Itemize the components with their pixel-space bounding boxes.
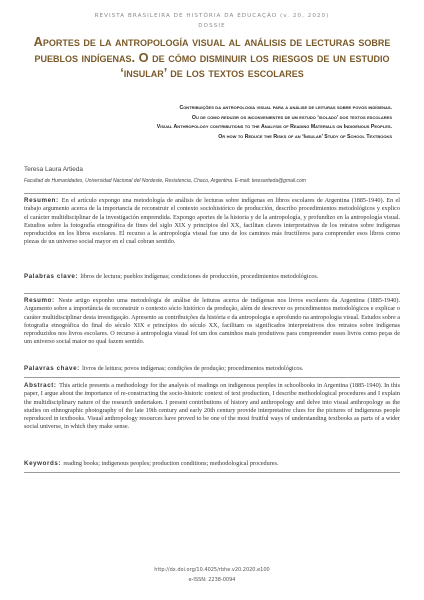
journal-header: REVISTA BRASILEIRA DE HISTÓRIA DA EDUCAÇÃO (v. 20, 2020) [94,13,330,19]
author-name: Teresa Laura Artieda [24,166,83,173]
abstract-es: Resumen: En el artículo expongo una metodología de análisis de lecturas sobre indígenas en libros escolares de Argentina (1885-1940). En el trabajo argumento acerca de la importancia de reconstruir el contexto sociohistórico de producción, describo procedimientos metodológicos y explico el carácter multidisciplinar de la investigación emprendida. Expongo aportes de la historia y de la antropología, y profundizo en la antropología visual. Estudios sobre la fotografía etnográfica de fines del siglo XIX y principios del XX, facilitan claves interpretativas de los retratos sobre indígenas reproducidos en los libros escolares. El recurso a la antropología visual fue uno de los caminos más fructíferos para comprender esos libros como piezas de un universo social mayor en el cual cobran sentido. [24,197,400,246]
section-label: DOSSIE [198,23,226,29]
divider-pt [24,377,400,378]
keywords-pt-text: livros de leitura; povos indígenas; condições de produção; procedimentos metodológicos. [82,365,304,372]
subtitle-en-2: Or how to Reduce the Risks of an ‘Insular’ Study of School Textbooks [218,133,392,140]
subtitle-pt-1: Contribuições da antropologia visual para a análise de leituras sobre povos indígenas. [179,105,392,111]
keywords-es: Palabras clave: libros de lectura; pueblos indígenas; condiciones de producción, procedimientos metodológicos. [24,273,319,280]
doi-link[interactable]: http://dx.doi.org/10.4025/rbhe.v20.2020.e100 [154,567,270,573]
abstract-es-label: Resumen [24,197,57,204]
divider-es [24,293,400,294]
abstract-en: Abstract: This article presents a methodology for the analysis of readings on indigenous peoples in schoolbooks in Argentina (1885-1940). In this paper, I argue about the importance of re-constructing the socio-historic context of text production, I describe methodological procedures and I explain the multidisciplinary nature of the research undertaken. I present contributions of history and anthropology and delve into visual anthropology as the studies on ethnographic photography of the late 19th century and early 20th century provide interpretative clues for the pictures of indigenous people reproduced in textbooks. Visual anthropology resources have proved to be one of the most fruitful ways of understanding textbooks as parts of a wider social universe, in which they make sense. [24,382,400,431]
keywords-pt-label: Palavras chave [24,365,78,372]
subtitle-pt-2: Ou de como reduzir os inconvenientes de um estudo ‘isolado’ dos textos escolares [191,114,392,121]
abstract-en-label: Abstract [24,382,54,389]
keywords-en: Keywords: reading books; indigenous peoples; production conditions; methodological procedures. [24,460,279,467]
keywords-es-text: libros de lectura; pueblos indígenas; condiciones de producción, procedimientos metodológicos. [80,273,319,280]
abstract-pt-label: Resumo [24,297,53,304]
abstract-pt: Resumo: Neste artigo exponho uma metodologia de análise de leituras acerca de indígenas nos livros escolares da Argentina (1885-1940). Argumento sobre a importância de reconstruir o contexto sócio histórico da produção, além de descrever os procedimentos metodológicos e explicar o caráter multidisciplinar desta investigação. Apresento as contribuições da história e da antropologia e aprofundo na antropologia visual. Estudos sobre a fotografia etnográfica do final do século XIX e princípios do século XX, facilitam os significados interpretativos dos retratos sobre indígenas reproduzidos nos livros escolares. O recurso à antropologia visual foi um dos caminhos mais produtivos para compreender esses livros como peças de um universo social maior no qual fazem sentido. [24,297,400,346]
subtitle-en-1: Visual Anthropology contributions to the Analysis of Reading Materials on Indigenous Peoples. [156,124,392,131]
author-affiliation: Facultad de Humanidades, Universidad Nacional del Nordeste, Resistencia, Chaco, Argentina. E-mail: teresartieda@gmail.com [24,178,306,184]
abstract-es-text: En el artículo expongo una metodología de análisis de lecturas sobre indígenas en libros escolares de Argentina (1885-1940). En el trabajo argumento acerca de la importancia de reconstruir el contexto sociohistórico de producción, describo procedimientos metodológicos y explico el carácter multidisciplinar de la investigación emprendida. Expongo aportes de la historia y de la antropología, y profundizo en la antropología visual. Estudios sobre la fotografía etnográfica de fines del siglo XIX y principios del XX, facilitan claves interpretativas de los retratos sobre indígenas reproducidos en los libros escolares. El recurso a la antropología visual fue uno de los caminos más fructíferos para comprender esos libros como piezas de un universo social mayor en el cual cobran sentido. [24,197,400,246]
keywords-pt: Palavras chave: livros de leitura; povos indígenas; condições de produção; procedimentos metodológicos. [24,365,304,372]
abstract-pt-text: Neste artigo exponho uma metodologia de análise de leituras acerca de indígenas nos livros escolares da Argentina (1885-1940). Argumento sobre a importância de reconstruir o contexto sócio histórico da produção, além de descrever os procedimentos metodológicos e explicar o caráter multidisciplinar desta investigação. Apresento as contribuições da história e da antropologia e aprofundo na antropologia visual. Estudos sobre a fotografia etnográfica do final do século XIX e princípios do século XX, facilitam os significados interpretativos dos retratos sobre indígenas reproduzidos nos livros escolares. O recurso à antropologia visual foi um dos caminhos mais produtivos para compreender esses livros como peças de um universo social maior no qual fazem sentido. [24,297,400,346]
keywords-en-text: reading books; indigenous peoples; production conditions; methodological procedures. [63,460,279,467]
abstract-en-text: This article presents a methodology for the analysis of readings on indigenous peoples in schoolbooks in Argentina (1885-1940). In this paper, I argue about the importance of re-constructing the socio-historic context of text production, I describe methodological procedures and I explain the multidisciplinary nature of the research undertaken. I present contributions of history and anthropology and delve into visual anthropology as the studies on ethnographic photography of the late 19th century and early 20th century provide interpretative clues for the pictures of indigenous people reproduced in textbooks. Visual anthropology resources have proved to be one of the most fruitful ways of understanding textbooks as parts of a wider social universe, in which they make sense. [24,382,400,431]
keywords-en-label: Keywords [24,460,59,467]
keywords-es-label: Palabras clave [24,273,76,280]
issn: e-ISSN: 2238-0094 [188,577,236,583]
translated-titles [42,104,392,142]
divider-en [24,472,400,473]
article-title: Aportes de la antropología visual al análisis de lecturas sobre pueblos indígenas. O de cómo disminuir los riesgos de un estudio ‘insular’ de los textos escolares [33,34,391,80]
divider-top [24,193,400,194]
